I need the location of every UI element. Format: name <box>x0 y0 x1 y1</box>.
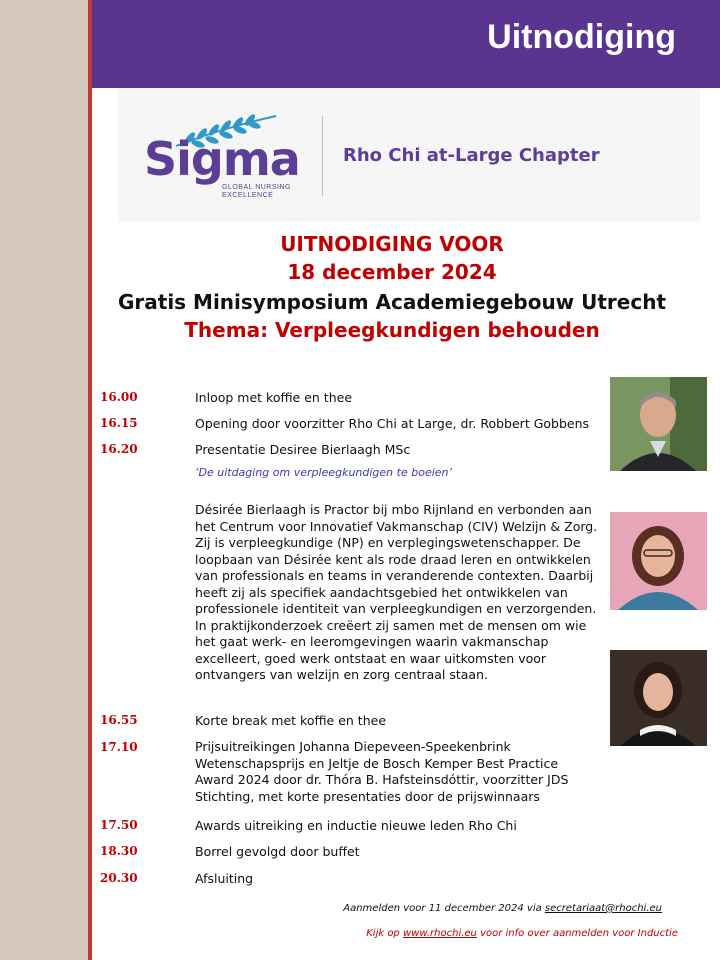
title-date: 18 december 2024 <box>287 260 497 284</box>
sigma-tagline-1: GLOBAL NURSING <box>222 184 291 191</box>
program-item: Opening door voorzitter Rho Chi at Large, dr. Robbert Gobbens <box>195 416 590 431</box>
program-item: Afsluiting <box>195 871 254 886</box>
info-prefix: Kijk op <box>366 928 403 939</box>
program-time: 16.20 <box>100 442 138 456</box>
program-item: Presentatie Desiree Bierlaagh MSc <box>195 442 411 457</box>
program-item: Inloop met koffie en thee <box>195 390 353 405</box>
title-invitation: UITNODIGING VOOR <box>280 232 504 256</box>
program-time: 20.30 <box>100 871 138 885</box>
red-divider-line <box>88 0 92 960</box>
program-time: 16.00 <box>100 390 138 404</box>
header-bar <box>92 0 720 88</box>
program-time: 16.15 <box>100 416 138 430</box>
induction-info <box>366 928 678 939</box>
program-time: 16.55 <box>100 713 138 727</box>
info-suffix: voor info over aanmelden voor Inductie <box>476 928 678 939</box>
sigma-logo-banner <box>118 88 700 222</box>
header-title: Uitnodiging <box>487 18 676 56</box>
program-time: 18.30 <box>100 844 138 858</box>
program-item: Awards uitreiking en inductie nieuwe leden Rho Chi <box>195 818 517 833</box>
speaker-photo-gobbens <box>610 377 707 471</box>
program-time: 17.50 <box>100 818 138 832</box>
program-time: 17.10 <box>100 740 138 754</box>
logo-divider <box>322 116 323 196</box>
registration-text: Aanmelden voor 11 december 2024 via <box>343 903 545 914</box>
speaker-photo-hafsteinsdottir <box>610 650 707 746</box>
program-item: Prijsuitreikingen Johanna Diepeveen-Speekenbrink Wetenschapsprijs en Jeltje de Bosch Kemper Best Practice Award 2024 door dr. Thóra B. Hafsteinsdóttir, voorzitter JDS Stichting, met korte presentaties door de prijswinnaars <box>195 739 569 804</box>
website-link[interactable]: www.rhochi.eu <box>402 928 477 939</box>
speaker-bio: Désirée Bierlaagh is Practor bij mbo Rijnland en verbonden aan het Centrum voor Innovatief Vakmanschap (CIV) Welzijn & Zorg. Zij is verpleegkundige (NP) en verplegingswetenschapper. De loopbaan van Désirée kent als rode draad leren en ontwikkelen van professionals en teams in veranderende contexten. Daarbij heeft zij als specifiek aandachtsgebied het ontwikkelen van professionele identiteit van verpleegkundigen en verzorgenden. In praktijkonderzoek creëert zij samen met de mensen om wie het gaat werk- en leeromgevingen waarin vakmanschap excelleert, goed werk ontstaat en waar uitkomsten voor ontvangers van welzijn en zorg centraal staan. <box>195 502 598 682</box>
left-band <box>0 0 88 960</box>
title-event: Gratis Minisymposium Academiegebouw Utrecht <box>117 290 667 314</box>
sigma-wordmark: Sigma <box>144 132 300 186</box>
email-link[interactable]: secretariaat@rhochi.eu <box>544 903 662 914</box>
sigma-tagline-2: EXCELLENCE <box>222 192 274 199</box>
program-item: Korte break met koffie en thee <box>195 713 387 728</box>
presentation-quote: ‘De uitdaging om verpleegkundigen te boeien’ <box>195 466 453 479</box>
program-item: Borrel gevolgd door buffet <box>195 844 360 859</box>
registration-note <box>343 903 662 914</box>
speaker-photo-bierlaagh <box>610 512 707 610</box>
chapter-name: Rho Chi at-Large Chapter <box>343 145 600 166</box>
title-theme: Thema: Verpleegkundigen behouden <box>184 318 600 342</box>
